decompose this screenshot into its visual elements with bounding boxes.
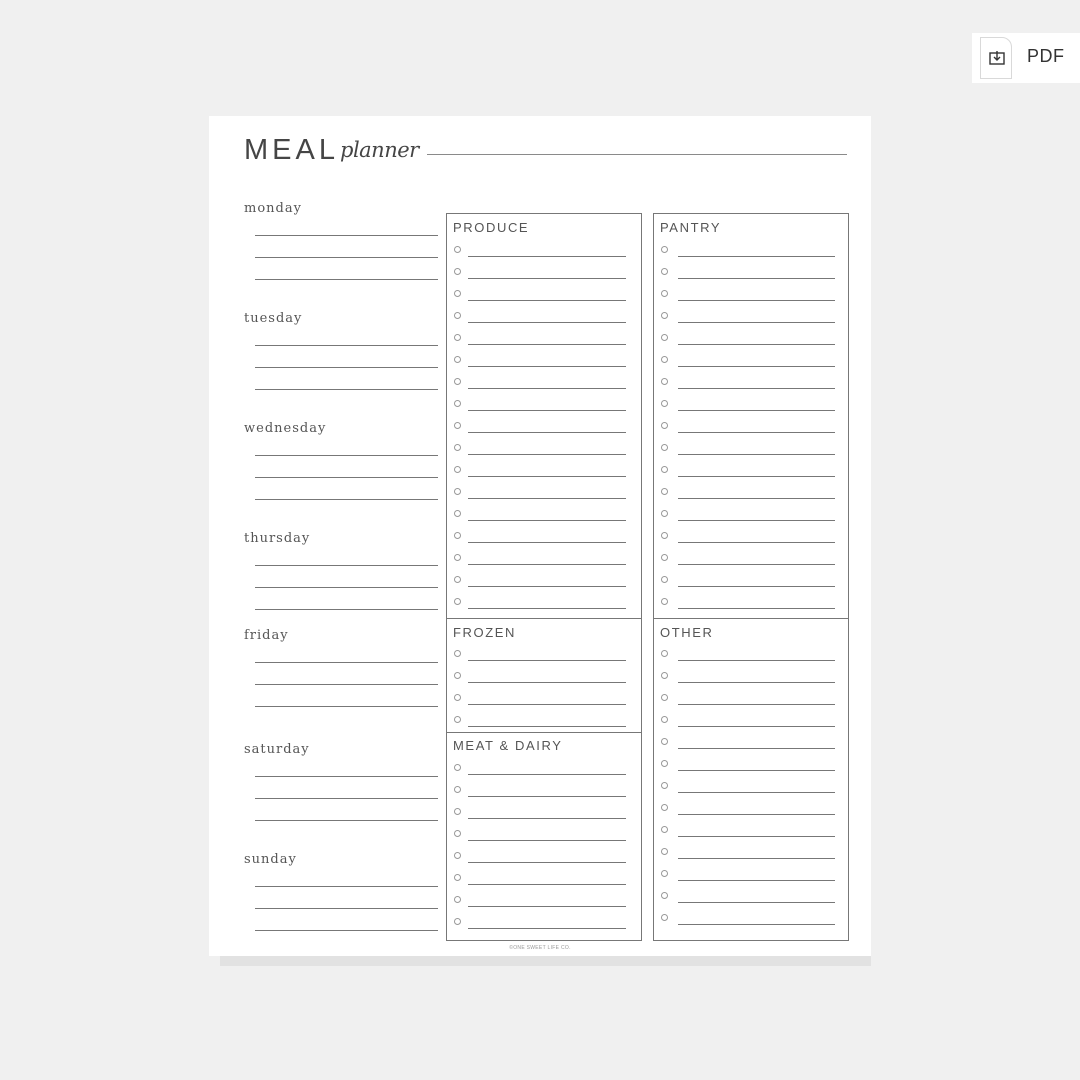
item-entry-line[interactable] — [678, 748, 835, 749]
item-entry-line[interactable] — [678, 660, 835, 661]
item-entry-line[interactable] — [468, 454, 626, 455]
item-entry-line[interactable] — [468, 862, 626, 863]
item-entry-line[interactable] — [468, 774, 626, 775]
checkbox-circle-icon[interactable] — [661, 760, 668, 767]
item-entry-line[interactable] — [468, 726, 626, 727]
other-list-item[interactable] — [661, 801, 835, 815]
checkbox-circle-icon[interactable] — [661, 804, 668, 811]
day-entry-line[interactable] — [255, 279, 438, 280]
item-entry-line[interactable] — [468, 322, 626, 323]
day-entry-line[interactable] — [255, 235, 438, 236]
meat-dairy-list-item[interactable] — [454, 827, 626, 841]
item-entry-line[interactable] — [678, 704, 835, 705]
pantry-list-item[interactable] — [661, 595, 835, 609]
item-entry-line[interactable] — [678, 564, 835, 565]
meat-dairy-list-item[interactable] — [454, 783, 626, 797]
pantry-list-item[interactable] — [661, 551, 835, 565]
checkbox-circle-icon[interactable] — [661, 826, 668, 833]
item-entry-line[interactable] — [468, 906, 626, 907]
produce-heading: PRODUCE — [453, 220, 530, 235]
day-entry-line[interactable] — [255, 257, 438, 258]
day-entry-line[interactable] — [255, 499, 438, 500]
item-entry-line[interactable] — [468, 682, 626, 683]
pantry-list-item[interactable] — [661, 287, 835, 301]
checkbox-circle-icon[interactable] — [454, 400, 461, 407]
item-entry-line[interactable] — [678, 542, 835, 543]
item-entry-line[interactable] — [678, 682, 835, 683]
produce-list-item[interactable] — [454, 595, 626, 609]
day-label-tuesday: tuesday — [244, 311, 303, 326]
other-heading: OTHER — [660, 625, 714, 640]
checkbox-circle-icon[interactable] — [661, 510, 668, 517]
checkbox-circle-icon[interactable] — [661, 554, 668, 561]
checkbox-circle-icon[interactable] — [454, 290, 461, 297]
item-entry-line[interactable] — [678, 608, 835, 609]
other-list-item[interactable] — [661, 647, 835, 661]
pantry-list-item[interactable] — [661, 573, 835, 587]
pantry-list-item[interactable] — [661, 441, 835, 455]
checkbox-circle-icon[interactable] — [454, 510, 461, 517]
title-main: MEAL — [244, 134, 339, 166]
item-entry-line[interactable] — [468, 520, 626, 521]
day-entry-line[interactable] — [255, 587, 438, 588]
item-entry-line[interactable] — [468, 256, 626, 257]
other-list-item[interactable] — [661, 823, 835, 837]
checkbox-circle-icon[interactable] — [454, 532, 461, 539]
other-list-item[interactable] — [661, 845, 835, 859]
day-entry-line[interactable] — [255, 345, 438, 346]
produce-list-item[interactable] — [454, 485, 626, 499]
other-list-item[interactable] — [661, 713, 835, 727]
meat-dairy-heading: MEAT & DAIRY — [453, 738, 563, 753]
day-entry-line[interactable] — [255, 477, 438, 478]
checkbox-circle-icon[interactable] — [454, 896, 461, 903]
checkbox-circle-icon[interactable] — [661, 488, 668, 495]
pantry-list-item[interactable] — [661, 265, 835, 279]
day-entry-line[interactable] — [255, 684, 438, 685]
checkbox-circle-icon[interactable] — [661, 466, 668, 473]
produce-list-item[interactable] — [454, 331, 626, 345]
item-entry-line[interactable] — [678, 858, 835, 859]
checkbox-circle-icon[interactable] — [454, 764, 461, 771]
item-entry-line[interactable] — [678, 902, 835, 903]
produce-list-item[interactable] — [454, 265, 626, 279]
item-entry-line[interactable] — [678, 770, 835, 771]
pantry-list-item[interactable] — [661, 419, 835, 433]
download-icon — [980, 37, 1012, 79]
copyright-footer: ©ONE SWEET LIFE CO. — [509, 945, 571, 951]
item-entry-line[interactable] — [678, 814, 835, 815]
item-entry-line[interactable] — [468, 586, 626, 587]
checkbox-circle-icon[interactable] — [454, 830, 461, 837]
checkbox-circle-icon[interactable] — [454, 576, 461, 583]
checkbox-circle-icon[interactable] — [454, 312, 461, 319]
checkbox-circle-icon[interactable] — [454, 422, 461, 429]
pantry-list-item[interactable] — [661, 243, 835, 257]
checkbox-circle-icon[interactable] — [661, 290, 668, 297]
pantry-list-item[interactable] — [661, 463, 835, 477]
item-entry-line[interactable] — [468, 840, 626, 841]
other-list-item[interactable] — [661, 889, 835, 903]
item-entry-line[interactable] — [468, 432, 626, 433]
item-entry-line[interactable] — [468, 476, 626, 477]
item-entry-line[interactable] — [678, 410, 835, 411]
checkbox-circle-icon[interactable] — [454, 672, 461, 679]
produce-list-item[interactable] — [454, 551, 626, 565]
meat-dairy-list-item[interactable] — [454, 893, 626, 907]
item-entry-line[interactable] — [468, 300, 626, 301]
item-entry-line[interactable] — [468, 344, 626, 345]
item-entry-line[interactable] — [678, 476, 835, 477]
checkbox-circle-icon[interactable] — [661, 716, 668, 723]
day-entry-line[interactable] — [255, 455, 438, 456]
pantry-heading: PANTRY — [660, 220, 722, 235]
checkbox-circle-icon[interactable] — [661, 400, 668, 407]
pantry-list-item[interactable] — [661, 529, 835, 543]
item-entry-line[interactable] — [678, 836, 835, 837]
item-entry-line[interactable] — [678, 726, 835, 727]
item-entry-line[interactable] — [678, 344, 835, 345]
checkbox-circle-icon[interactable] — [661, 672, 668, 679]
checkbox-circle-icon[interactable] — [661, 444, 668, 451]
checkbox-circle-icon[interactable] — [661, 914, 668, 921]
day-entry-line[interactable] — [255, 706, 438, 707]
checkbox-circle-icon[interactable] — [454, 466, 461, 473]
day-entry-line[interactable] — [255, 662, 438, 663]
checkbox-circle-icon[interactable] — [454, 694, 461, 701]
checkbox-circle-icon[interactable] — [661, 576, 668, 583]
meal-planner-sheet — [209, 116, 871, 956]
checkbox-circle-icon[interactable] — [454, 918, 461, 925]
checkbox-circle-icon[interactable] — [661, 650, 668, 657]
checkbox-circle-icon[interactable] — [454, 444, 461, 451]
day-entry-line[interactable] — [255, 820, 438, 821]
produce-list-item[interactable] — [454, 573, 626, 587]
item-entry-line[interactable] — [678, 432, 835, 433]
checkbox-circle-icon[interactable] — [454, 378, 461, 385]
checkbox-circle-icon[interactable] — [661, 334, 668, 341]
pdf-download-badge[interactable] — [972, 33, 1080, 83]
item-entry-line[interactable] — [678, 454, 835, 455]
day-label-thursday: thursday — [244, 531, 311, 546]
item-entry-line[interactable] — [678, 498, 835, 499]
item-entry-line[interactable] — [468, 884, 626, 885]
pantry-list-item[interactable] — [661, 397, 835, 411]
item-entry-line[interactable] — [468, 796, 626, 797]
checkbox-circle-icon[interactable] — [454, 650, 461, 657]
checkbox-circle-icon[interactable] — [661, 356, 668, 363]
produce-list-item[interactable] — [454, 441, 626, 455]
title-rule — [427, 154, 847, 155]
item-entry-line[interactable] — [678, 256, 835, 257]
frozen-list-item[interactable] — [454, 647, 626, 661]
day-entry-line[interactable] — [255, 908, 438, 909]
checkbox-circle-icon[interactable] — [454, 852, 461, 859]
checkbox-circle-icon[interactable] — [661, 782, 668, 789]
item-entry-line[interactable] — [468, 498, 626, 499]
other-list-item[interactable] — [661, 735, 835, 749]
item-entry-line[interactable] — [468, 410, 626, 411]
item-entry-line[interactable] — [468, 388, 626, 389]
item-entry-line[interactable] — [468, 818, 626, 819]
item-entry-line[interactable] — [678, 792, 835, 793]
produce-list-item[interactable] — [454, 463, 626, 477]
pantry-list-item[interactable] — [661, 331, 835, 345]
day-label-friday: friday — [244, 628, 289, 643]
meat-dairy-list-item[interactable] — [454, 805, 626, 819]
produce-list-item[interactable] — [454, 353, 626, 367]
checkbox-circle-icon[interactable] — [661, 738, 668, 745]
item-entry-line[interactable] — [678, 278, 835, 279]
pantry-list-item[interactable] — [661, 507, 835, 521]
item-entry-line[interactable] — [468, 928, 626, 929]
item-entry-line[interactable] — [468, 366, 626, 367]
day-label-saturday: saturday — [244, 742, 310, 757]
checkbox-circle-icon[interactable] — [454, 808, 461, 815]
checkbox-circle-icon[interactable] — [661, 848, 668, 855]
produce-list-item[interactable] — [454, 397, 626, 411]
produce-list-item[interactable] — [454, 287, 626, 301]
checkbox-circle-icon[interactable] — [454, 246, 461, 253]
meat-dairy-list-item[interactable] — [454, 761, 626, 775]
item-entry-line[interactable] — [468, 564, 626, 565]
meat-dairy-list-item[interactable] — [454, 915, 626, 929]
checkbox-circle-icon[interactable] — [661, 598, 668, 605]
day-entry-line[interactable] — [255, 886, 438, 887]
checkbox-circle-icon[interactable] — [661, 892, 668, 899]
checkbox-circle-icon[interactable] — [661, 532, 668, 539]
item-entry-line[interactable] — [468, 608, 626, 609]
produce-list-item[interactable] — [454, 375, 626, 389]
day-label-monday: monday — [244, 201, 302, 216]
pdf-label: PDF — [1027, 46, 1065, 66]
checkbox-circle-icon[interactable] — [661, 694, 668, 701]
produce-list-item[interactable] — [454, 419, 626, 433]
item-entry-line[interactable] — [678, 388, 835, 389]
produce-list-item[interactable] — [454, 243, 626, 257]
checkbox-circle-icon[interactable] — [454, 786, 461, 793]
checkbox-circle-icon[interactable] — [661, 246, 668, 253]
checkbox-circle-icon[interactable] — [661, 870, 668, 877]
checkbox-circle-icon[interactable] — [454, 488, 461, 495]
frozen-heading: FROZEN — [453, 625, 517, 640]
title-script: planner — [340, 138, 419, 162]
item-entry-line[interactable] — [678, 880, 835, 881]
frozen-list-item[interactable] — [454, 691, 626, 705]
item-entry-line[interactable] — [678, 366, 835, 367]
produce-list-item[interactable] — [454, 529, 626, 543]
produce-list-item[interactable] — [454, 507, 626, 521]
other-list-item[interactable] — [661, 691, 835, 705]
item-entry-line[interactable] — [468, 542, 626, 543]
item-entry-line[interactable] — [468, 278, 626, 279]
checkbox-circle-icon[interactable] — [661, 378, 668, 385]
frozen-list-item[interactable] — [454, 713, 626, 727]
other-list-item[interactable] — [661, 669, 835, 683]
produce-list-item[interactable] — [454, 309, 626, 323]
other-list-item[interactable] — [661, 911, 835, 925]
item-entry-line[interactable] — [468, 660, 626, 661]
other-list-item[interactable] — [661, 779, 835, 793]
checkbox-circle-icon[interactable] — [454, 554, 461, 561]
item-entry-line[interactable] — [678, 322, 835, 323]
checkbox-circle-icon[interactable] — [661, 312, 668, 319]
pantry-list-item[interactable] — [661, 353, 835, 367]
item-entry-line[interactable] — [678, 300, 835, 301]
item-entry-line[interactable] — [678, 586, 835, 587]
checkbox-circle-icon[interactable] — [661, 268, 668, 275]
checkbox-circle-icon[interactable] — [454, 874, 461, 881]
pantry-list-item[interactable] — [661, 375, 835, 389]
item-entry-line[interactable] — [678, 520, 835, 521]
checkbox-circle-icon[interactable] — [454, 356, 461, 363]
day-entry-line[interactable] — [255, 389, 438, 390]
meat-dairy-list-item[interactable] — [454, 849, 626, 863]
day-entry-line[interactable] — [255, 609, 438, 610]
day-entry-line[interactable] — [255, 930, 438, 931]
day-entry-line[interactable] — [255, 367, 438, 368]
checkbox-circle-icon[interactable] — [454, 268, 461, 275]
checkbox-circle-icon[interactable] — [454, 716, 461, 723]
checkbox-circle-icon[interactable] — [454, 598, 461, 605]
item-entry-line[interactable] — [468, 704, 626, 705]
day-entry-line[interactable] — [255, 776, 438, 777]
checkbox-circle-icon[interactable] — [661, 422, 668, 429]
other-list-item[interactable] — [661, 867, 835, 881]
pantry-list-item[interactable] — [661, 309, 835, 323]
meat-dairy-list-item[interactable] — [454, 871, 626, 885]
frozen-list-item[interactable] — [454, 669, 626, 683]
other-list-item[interactable] — [661, 757, 835, 771]
item-entry-line[interactable] — [678, 924, 835, 925]
checkbox-circle-icon[interactable] — [454, 334, 461, 341]
day-entry-line[interactable] — [255, 565, 438, 566]
day-label-sunday: sunday — [244, 852, 297, 867]
pantry-list-item[interactable] — [661, 485, 835, 499]
day-entry-line[interactable] — [255, 798, 438, 799]
day-label-wednesday: wednesday — [244, 421, 327, 436]
